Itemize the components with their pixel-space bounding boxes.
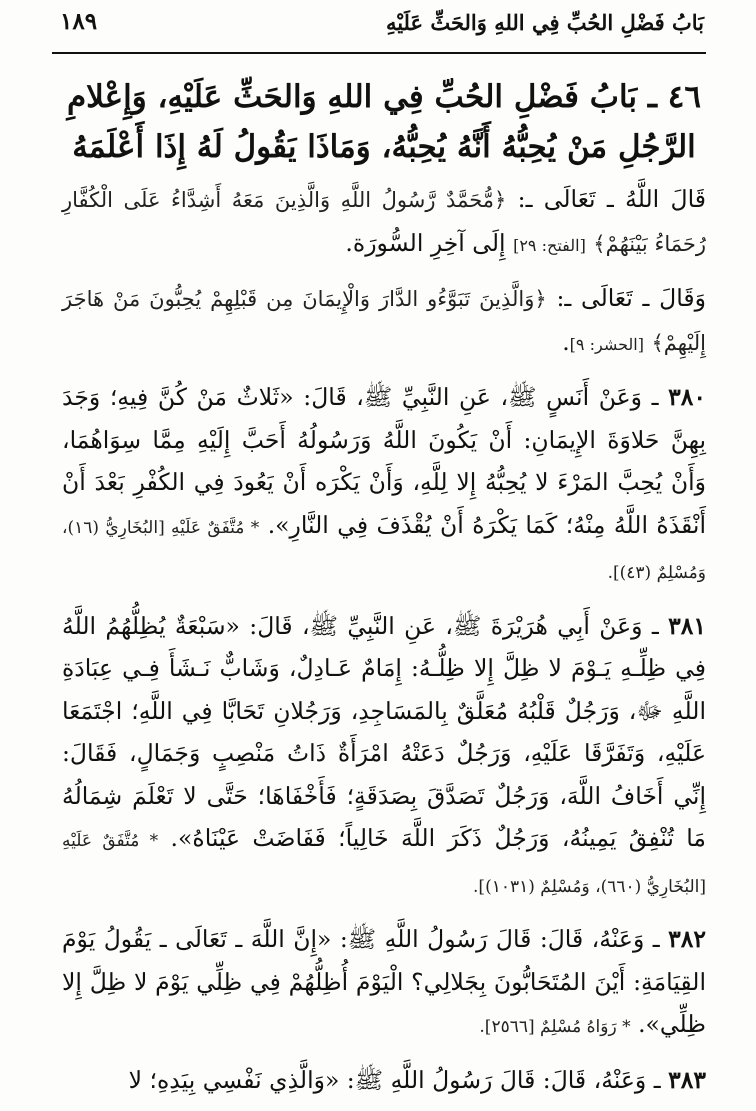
hadith-text: ـ وَعَنْهُ، قَالَ: قَالَ رَسُولُ اللَّهِ ﷺ: «إِنَّ اللَّهَ ـ تَعَالَى ـ يَقُولُ يَوْمَ القِيَامَةِ: أَيْنَ المُتَحَابُّونَ بِجَلالِي؟ الْيَوْمَ أُظِلُّهُمْ فِي ظِلِّي يَوْمَ لا ظِلَّ إِلا ظِلِّي». [62, 925, 706, 1038]
hadith-text: ـ وَعَنْ أَبِي هُرَيْرَةَ ﷺ، عَنِ النَّبِيِّ ﷺ، قَالَ: «سَبْعَةٌ يُظِلُّهُمُ اللَّهُ فِي ظِلِّـهِ يَـوْمَ لا ظِلَّ إِلا ظِلُّـهُ: إِمَامٌ عَـادِلٌ، وَشَابٌّ نَـشَأَ فِـي عِبَادَةِ اللَّهِ ﷻ، وَرَجُلٌ قَلْبُهُ مُعَلَّقٌ بِالمَسَاجِدِ، وَرَجُلانِ تَحَابَّا فِي اللَّهِ؛ اجْتَمَعَا عَلَيْهِ، وَتَفَرَّقَا عَلَيْهِ، وَرَجُلٌ دَعَتْهُ امْرَأَةٌ ذَاتُ مَنْصِبٍ وَجَمَالٍ، فَقَالَ: إِنِّي أَخَافُ اللَّهَ، وَرَجُلٌ تَصَدَّقَ بِصَدَقَةٍ؛ فَأَخْفَاهَا؛ حَتَّى لا تَعْلَمَ شِمَالُهُ مَا تُنْفِقُ يَمِينُهُ، وَرَجُلٌ ذَكَرَ اللَّهَ خَالِياً؛ فَفَاضَتْ عَيْنَاهُ». [62, 611, 706, 852]
hadith-number: ٣٨٢ [668, 925, 706, 953]
hadith-paragraph [62, 376, 706, 595]
hadith-source: * مُتَّفَقٌ عَلَيْهِ [البُخَارِيُّ (١٦)، وَمُسْلِمٌ (٤٣)]. [62, 517, 706, 583]
hadith-source: * رَوَاهُ مُسْلِمٌ [٢٥٦٦]. [479, 1017, 631, 1037]
verse-paragraph [62, 277, 706, 366]
verse-trailing-text: إِلَى آخِرِ السُّورَة. [345, 228, 506, 257]
hadith-number: ٣٨٠ [668, 383, 706, 411]
chapter-title: ٤٦ ـ بَابُ فَضْلِ الحُبِّ فِي اللهِ وَالحَثِّ عَلَيْهِ، وَإِعْلامِ الرَّجُلِ مَنْ يُحِبُّهُ أَنَّهُ يُحِبُّهُ، وَمَاذَا يَقُولُ لَهُ إِذَا أَعْلَمَهُ [66, 79, 702, 165]
hadith-paragraph [62, 1059, 706, 1102]
quran-verse: ﴿مُّحَمَّدٌ رَّسُولُ اللَّهِ وَالَّذِينَ مَعَهُ أَشِدَّاءُ عَلَى الْكُفَّارِ رُحَمَاءُ بَيْنَهُمْ﴾ [62, 188, 706, 256]
verse-trailing-text: . [562, 327, 570, 356]
hadith-text: ـ وَعَنْ أَنَسٍ ﷺ، عَنِ النَّبِيِّ ﷺ، قَالَ: «ثَلاثٌ مَنْ كُنَّ فِيهِ؛ وَجَدَ بِهِنَّ حَلاوَةَ الإِيمَانِ: أَنْ يَكُونَ اللَّهُ وَرَسُولُهُ أَحَبَّ إِلَيْهِ مِمَّا سِوَاهُمَا، وَأَنْ يُحِبَّ المَرْءَ لا يُحِبُّهُ إِلا لِلَّهِ، وَأَنْ يَكْرَه أَنْ يَعُودَ فِي الكُفْرِ بَعْدَ أَنْ أَنْقَذَهُ اللَّهُ مِنْهُ؛ كَمَا يَكْرَهُ أَنْ يُقْذَفَ فِي النَّارِ». [62, 383, 706, 539]
page-header [60, 8, 704, 48]
verse-intro: وَقَالَ ـ تَعَالَى ـ: [556, 284, 706, 312]
verse-paragraph [62, 178, 706, 267]
page-number: ١٨٩ [60, 8, 98, 35]
verse-intro: قَالَ اللَّهُ ـ تَعَالَى ـ: [517, 185, 707, 213]
running-title: بَابُ فَضْلِ الحُبِّ فِي اللهِ وَالحَثِّ عَلَيْهِ [385, 10, 704, 35]
hadith-number: ٣٨١ [668, 611, 706, 640]
quran-verse: ﴿وَالَّذِينَ تَبَوَّءُو الدَّارَ وَالْإِيمَانَ مِن قَبْلِهِمْ يُحِبُّونَ مَنْ هَاجَرَ إِلَيْهِمْ﴾ [62, 287, 706, 355]
hadith-text: ـ وَعَنْهُ، قَالَ: قَالَ رَسُولُ اللَّهِ ﷺ: «وَالَّذِي نَفْسِي بِيَدِهِ؛ لا [128, 1065, 661, 1094]
hadith-number: ٣٨٣ [668, 1065, 706, 1094]
hadith-paragraph [62, 605, 706, 909]
hadith-source: * مُتَّفَقٌ عَلَيْهِ [البُخَارِيُّ (٦٦٠)، وَمُسْلِمٌ (١٠٣١)]. [62, 831, 706, 897]
header-divider [52, 52, 706, 54]
verse-reference: [الحشر: ٩] [569, 334, 644, 354]
verse-reference: [الفتح: ٢٩] [513, 235, 586, 255]
hadith-paragraph [62, 918, 706, 1049]
page-body [62, 72, 706, 1101]
